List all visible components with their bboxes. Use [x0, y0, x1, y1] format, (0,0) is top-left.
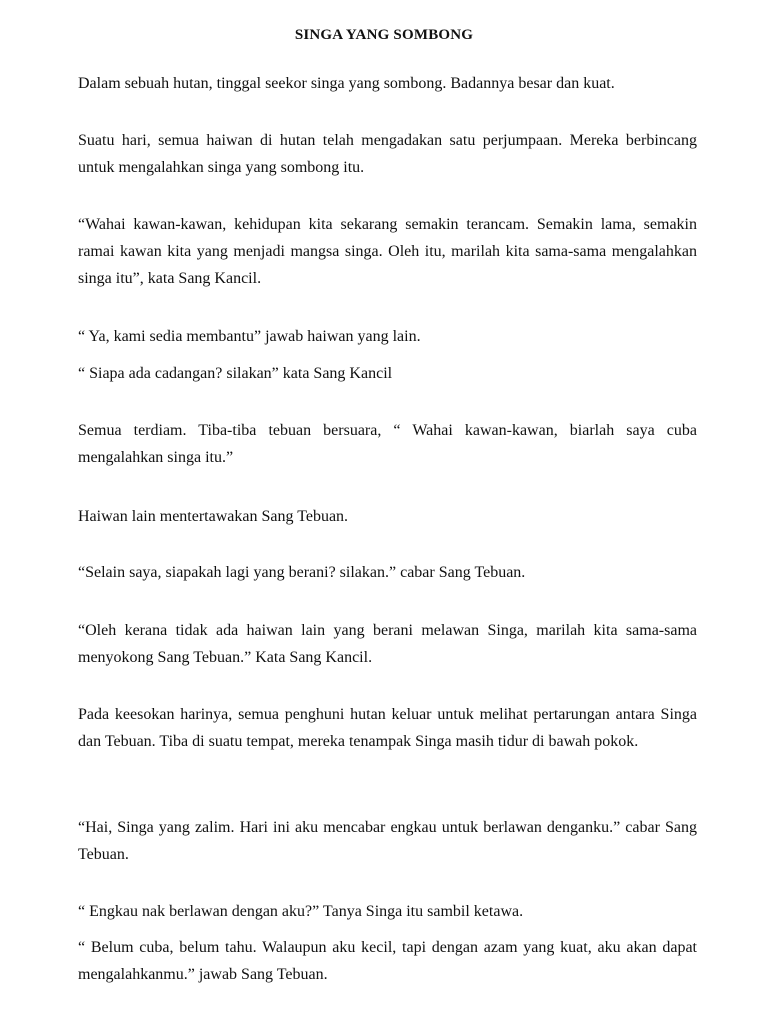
- paragraph: Pada keesokan harinya, semua penghuni hutan keluar untuk melihat pertarungan antara Singa dan Tebuan. Tiba di suatu tempat, mereka tenampak Singa masih tidur di bawah pokok.: [78, 706, 697, 750]
- paragraph: “ Siapa ada cadangan? silakan” kata Sang Kancil: [78, 365, 393, 382]
- paragraph: Semua terdiam. Tiba-tiba tebuan bersuara, “ Wahai kawan-kawan, biarlah saya cuba mengalahkan singa itu.”: [78, 422, 697, 466]
- document-title: SINGA YANG SOMBONG: [294, 27, 474, 43]
- paragraph: “Oleh kerana tidak ada haiwan lain yang berani melawan Singa, marilah kita sama-sama menyokong Sang Tebuan.” Kata Sang Kancil.: [78, 622, 697, 666]
- paragraph: Suatu hari, semua haiwan di hutan telah mengadakan satu perjumpaan. Mereka berbincang untuk mengalahkan singa yang sombong itu.: [78, 132, 697, 176]
- paragraph: Haiwan lain mentertawakan Sang Tebuan.: [78, 508, 349, 525]
- paragraph: “ Belum cuba, belum tahu. Walaupun aku kecil, tapi dengan azam yang kuat, aku akan dapat mengalahkanmu.” jawab Sang Tebuan.: [78, 939, 697, 983]
- paragraph: Dalam sebuah hutan, tinggal seekor singa yang sombong. Badannya besar dan kuat.: [78, 75, 615, 92]
- paragraph: “ Ya, kami sedia membantu” jawab haiwan yang lain.: [78, 328, 421, 345]
- paragraph: “Hai, Singa yang zalim. Hari ini aku mencabar engkau untuk berlawan denganku.” cabar Sang Tebuan.: [78, 819, 697, 863]
- paragraph: “ Engkau nak berlawan dengan aku?” Tanya Singa itu sambil ketawa.: [78, 903, 524, 920]
- paragraph: “Selain saya, siapakah lagi yang berani? silakan.” cabar Sang Tebuan.: [78, 564, 526, 581]
- paragraph: “Wahai kawan-kawan, kehidupan kita sekarang semakin terancam. Semakin lama, semakin ramai kawan kita yang menjadi mangsa singa. Oleh itu, marilah kita sama-sama mengalahkan singa itu”, kata Sang Kancil.: [78, 216, 697, 287]
